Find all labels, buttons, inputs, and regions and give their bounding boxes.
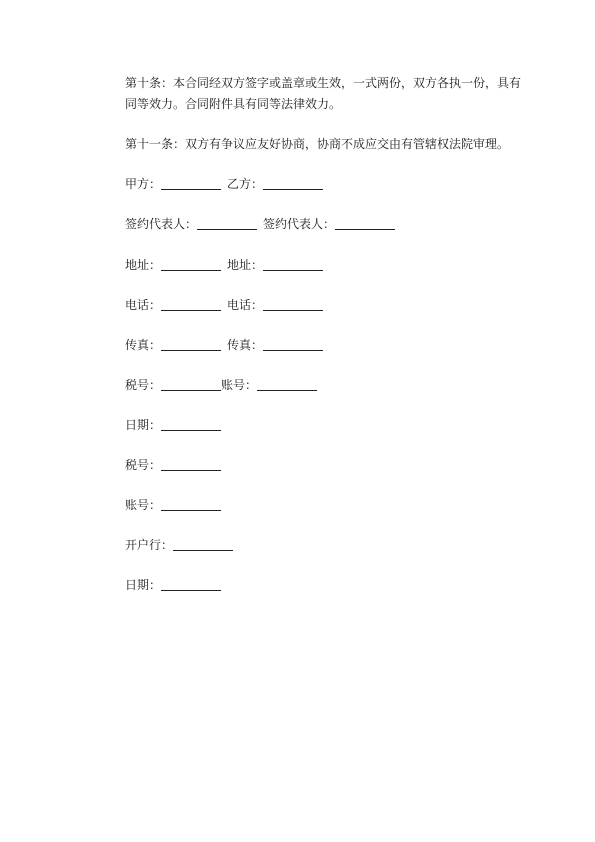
tax-a-label: 税号：: [125, 378, 162, 392]
account-b-blank: [257, 378, 317, 391]
tax-row-2: [125, 457, 221, 473]
rep-b-label: 签约代表人：: [263, 217, 336, 231]
account-b-label: 账号：: [221, 378, 258, 392]
party-a-label: 甲方：: [125, 177, 162, 191]
date-row-2: [125, 577, 221, 593]
addr-a-blank: [161, 258, 221, 271]
representative-row: [125, 216, 395, 232]
tel-a-blank: [161, 298, 221, 311]
clause-11: [125, 134, 530, 155]
tel-a-label: 电话：: [125, 298, 162, 312]
account-2-label: 账号：: [125, 498, 162, 512]
clause-11-text: 第十一条：双方有争议应友好协商，协商不成应交由有管辖权法院审理。: [125, 137, 510, 151]
date-2-blank: [161, 578, 221, 591]
tax-account-row: [125, 377, 317, 393]
clause-10-text: 第十条：本合同经双方签字或盖章或生效，一式两份，双方各执一份，具有同等效力。合同附件具有同等法律效力。: [125, 76, 522, 111]
fax-a-label: 传真：: [125, 338, 162, 352]
address-row: [125, 257, 323, 273]
addr-a-label: 地址：: [125, 258, 162, 272]
party-b-blank: [263, 177, 323, 190]
fax-b-blank: [263, 338, 323, 351]
tax-a-blank: [161, 378, 221, 391]
fax-a-blank: [161, 338, 221, 351]
bank-blank: [173, 538, 233, 551]
date-row-1: [125, 417, 221, 433]
tel-b-label: 电话：: [227, 298, 264, 312]
party-row: [125, 176, 323, 192]
date-1-blank: [161, 418, 221, 431]
date-1-label: 日期：: [125, 418, 162, 432]
tax-2-blank: [161, 458, 221, 471]
rep-b-blank: [335, 217, 395, 230]
rep-a-blank: [197, 217, 257, 230]
telephone-row: [125, 297, 323, 313]
fax-row: [125, 337, 323, 353]
party-b-label: 乙方：: [227, 177, 264, 191]
bank-label: 开户行：: [125, 538, 174, 552]
account-row-2: [125, 497, 221, 513]
account-2-blank: [161, 498, 221, 511]
tax-2-label: 税号：: [125, 458, 162, 472]
addr-b-label: 地址：: [227, 258, 264, 272]
rep-a-label: 签约代表人：: [125, 217, 198, 231]
clause-10: [125, 73, 530, 115]
addr-b-blank: [263, 258, 323, 271]
fax-b-label: 传真：: [227, 338, 264, 352]
date-2-label: 日期：: [125, 578, 162, 592]
bank-row: [125, 537, 233, 553]
party-a-blank: [161, 177, 221, 190]
tel-b-blank: [263, 298, 323, 311]
